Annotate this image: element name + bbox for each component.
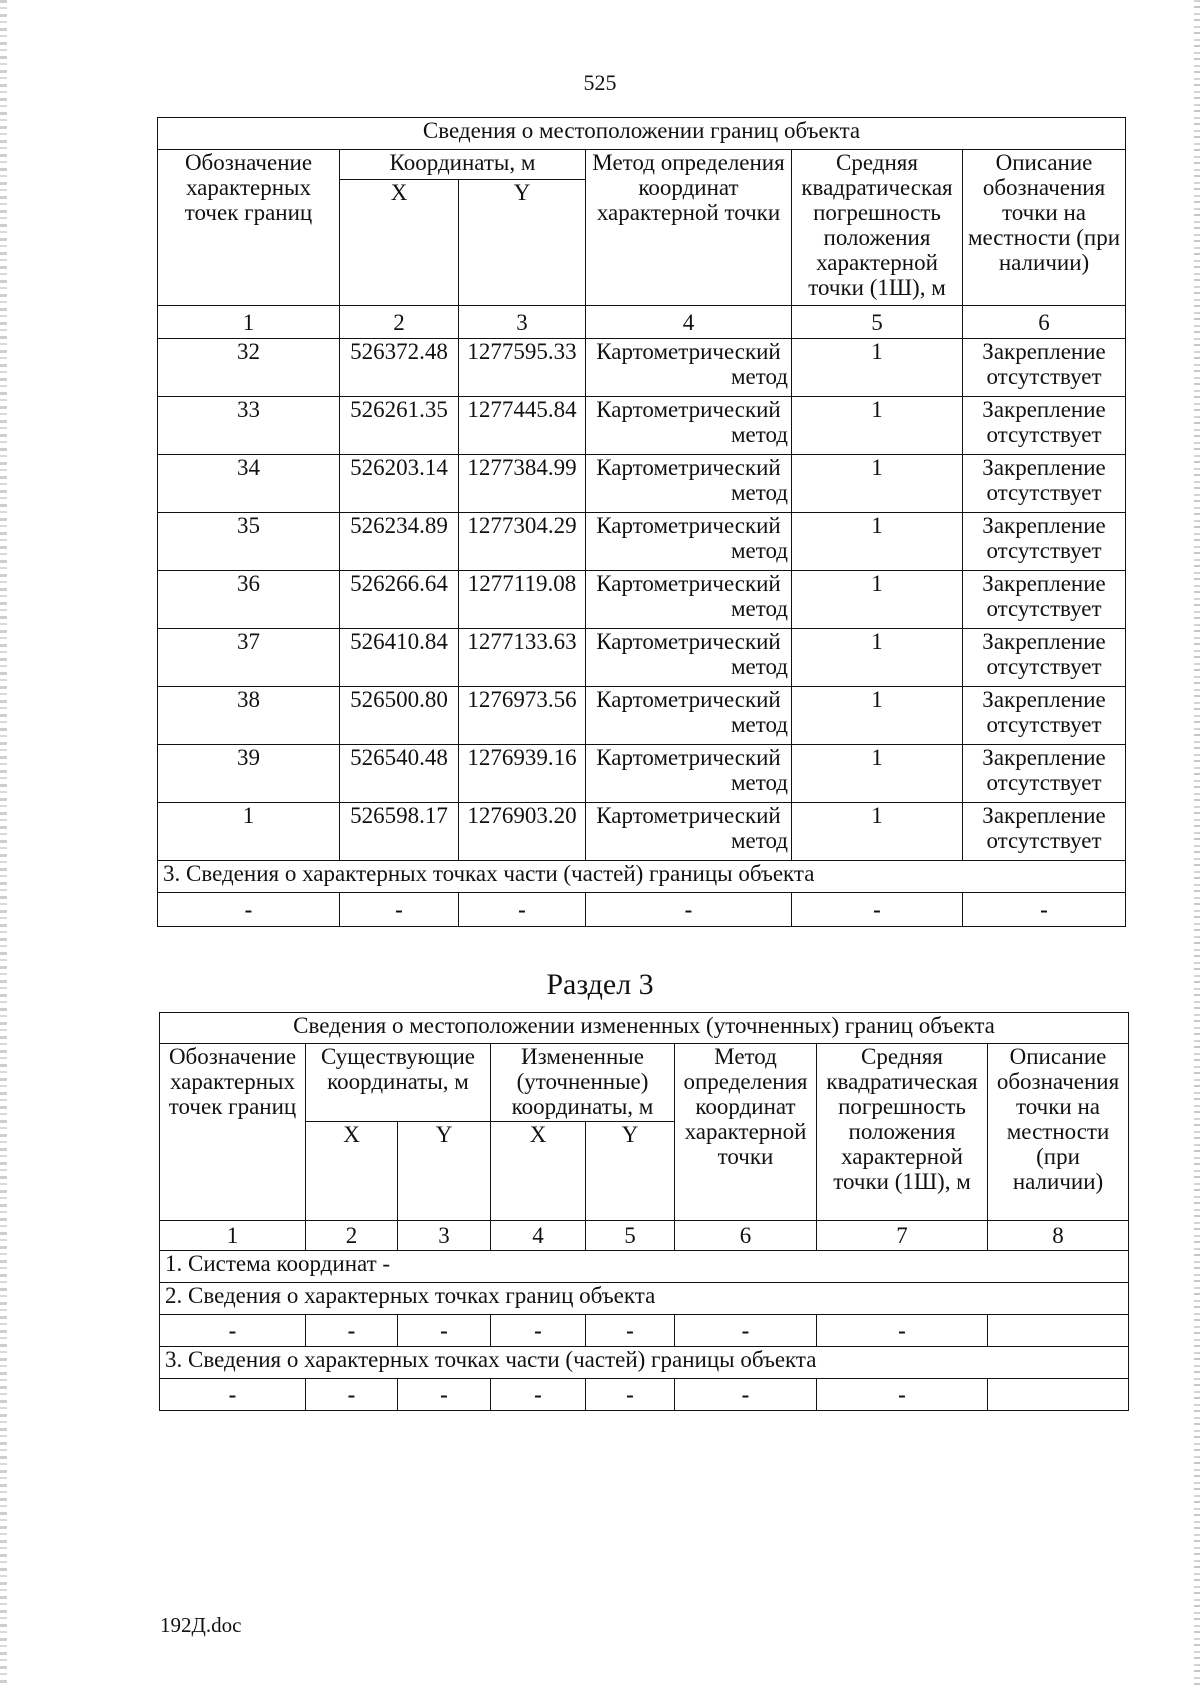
dash-cell: - <box>817 1379 988 1411</box>
scan-edge-right <box>1194 0 1200 1686</box>
mean-error: 1 <box>792 513 963 571</box>
coord-y: 1277119.08 <box>459 571 586 629</box>
coord-y: 1277133.63 <box>459 629 586 687</box>
header-mean-error: Средняя квадратическая погрешность положения характерной точки (1Ш), м <box>817 1044 988 1221</box>
method-line2: метод <box>730 770 788 795</box>
dash-cell: - <box>817 1315 988 1347</box>
column-number: 3 <box>398 1221 491 1251</box>
coord-x: 526203.14 <box>340 455 459 513</box>
column-number: 4 <box>586 306 792 339</box>
description-line1: Закрепление <box>982 803 1106 828</box>
mean-error: 1 <box>792 745 963 803</box>
header-method: Метод определения координат характерной точки <box>675 1044 817 1221</box>
column-number: 7 <box>817 1221 988 1251</box>
dash-cell: - <box>586 1315 675 1347</box>
method-line1: Картометрический <box>596 687 781 712</box>
method-line2: метод <box>730 480 788 505</box>
description-line1: Закрепление <box>982 629 1106 654</box>
coord-x: 526266.64 <box>340 571 459 629</box>
column-number: 3 <box>459 306 586 339</box>
table-row <box>158 687 1126 745</box>
table1-title-row <box>158 118 1126 150</box>
method-line1: Картометрический <box>596 803 781 828</box>
scan-edge-left <box>0 0 7 1686</box>
method-line2: метод <box>730 654 788 679</box>
point-number: 36 <box>158 571 340 629</box>
dash-cell: - <box>158 893 340 927</box>
description-cell <box>963 455 1126 513</box>
section-title: Раздел 3 <box>546 968 654 1001</box>
table-row <box>158 455 1126 513</box>
description-line1: Закрепление <box>982 513 1106 538</box>
dash-cell: - <box>160 1315 306 1347</box>
description-cell <box>963 513 1126 571</box>
method-cell <box>586 687 792 745</box>
table1-title: Сведения о местоположении границ объекта <box>158 118 1126 150</box>
method-line1: Картометрический <box>596 629 781 654</box>
coord-x: 526500.80 <box>340 687 459 745</box>
method-cell <box>586 513 792 571</box>
dash-cell: - <box>160 1379 306 1411</box>
method-line1: Картометрический <box>596 571 781 596</box>
description-cell <box>963 571 1126 629</box>
method-line2: метод <box>730 596 788 621</box>
table1-section3-values <box>158 893 1126 927</box>
coord-y: 1276973.56 <box>459 687 586 745</box>
header-mean-error: Средняя квадратическая погрешность положения характерной точки (1Ш), м <box>792 150 963 306</box>
coord-x: 526410.84 <box>340 629 459 687</box>
point-number: 32 <box>158 339 340 397</box>
method-line2: метод <box>730 422 788 447</box>
section3-label: 3. Сведения о характерных точках части (частей) границы объекта <box>158 861 1126 893</box>
dash-cell: - <box>963 893 1126 927</box>
description-line2: отсутствует <box>986 422 1102 447</box>
coord-x: 526234.89 <box>340 513 459 571</box>
mean-error: 1 <box>792 339 963 397</box>
method-cell <box>586 571 792 629</box>
description-line1: Закрепление <box>982 571 1106 596</box>
description-cell <box>963 339 1126 397</box>
mean-error: 1 <box>792 803 963 861</box>
table2-section3-values <box>160 1379 1129 1411</box>
table2-section2-values <box>160 1315 1129 1347</box>
point-number: 34 <box>158 455 340 513</box>
method-line2: метод <box>730 364 788 389</box>
column-number: 6 <box>675 1221 817 1251</box>
description-line1: Закрепление <box>982 687 1106 712</box>
method-cell <box>586 803 792 861</box>
method-cell <box>586 397 792 455</box>
description-line2: отсутствует <box>986 364 1102 389</box>
header-existing-coordinates: Существующие координаты, м <box>306 1044 491 1122</box>
point-number: 37 <box>158 629 340 687</box>
table-row <box>158 513 1126 571</box>
header-y: Y <box>398 1122 491 1221</box>
description-line1: Закрепление <box>982 455 1106 480</box>
boundary-location-table <box>157 117 1126 927</box>
header-changed-coordinates: Измененные (уточненные) координаты, м <box>491 1044 675 1122</box>
header-x: X <box>491 1122 586 1221</box>
header-point-designation: Обозначение характерных точек границ <box>158 150 340 306</box>
table1-section3-row <box>158 861 1126 893</box>
mean-error: 1 <box>792 397 963 455</box>
description-line2: отсутствует <box>986 770 1102 795</box>
coord-y: 1276903.20 <box>459 803 586 861</box>
dash-cell: - <box>491 1379 586 1411</box>
dash-cell: - <box>340 893 459 927</box>
coord-y: 1277595.33 <box>459 339 586 397</box>
description-line2: отсутствует <box>986 712 1102 737</box>
footer-filename: 192Д.doc <box>160 1613 242 1637</box>
header-point-designation: Обозначение характерных точек границ <box>160 1044 306 1221</box>
table2-coord-system-row <box>160 1251 1129 1283</box>
column-number: 1 <box>160 1221 306 1251</box>
table2-section2-row <box>160 1283 1129 1315</box>
point-number: 35 <box>158 513 340 571</box>
header-x: X <box>306 1122 398 1221</box>
table1-header-row <box>158 150 1126 180</box>
dash-cell: - <box>675 1315 817 1347</box>
table-row <box>158 571 1126 629</box>
coord-x: 526598.17 <box>340 803 459 861</box>
coordinate-system-label: 1. Система координат - <box>160 1251 1129 1283</box>
column-number: 1 <box>158 306 340 339</box>
method-line2: метод <box>730 712 788 737</box>
mean-error: 1 <box>792 629 963 687</box>
description-line2: отсутствует <box>986 538 1102 563</box>
empty-cell <box>988 1379 1129 1411</box>
header-y: Y <box>586 1122 675 1221</box>
method-line1: Картометрический <box>596 513 781 538</box>
coord-x: 526540.48 <box>340 745 459 803</box>
dash-cell: - <box>586 893 792 927</box>
dash-cell: - <box>398 1379 491 1411</box>
header-description: Описание обозначения точки на местности (при наличии) <box>963 150 1126 306</box>
description-line2: отсутствует <box>986 480 1102 505</box>
table-row <box>158 339 1126 397</box>
description-line2: отсутствует <box>986 596 1102 621</box>
method-line1: Картометрический <box>596 397 781 422</box>
description-cell <box>963 803 1126 861</box>
mean-error: 1 <box>792 687 963 745</box>
description-cell <box>963 629 1126 687</box>
coord-x: 526372.48 <box>340 339 459 397</box>
dash-cell: - <box>306 1315 398 1347</box>
description-line1: Закрепление <box>982 745 1106 770</box>
column-number: 2 <box>306 1221 398 1251</box>
table2-column-numbers <box>160 1221 1129 1251</box>
mean-error: 1 <box>792 571 963 629</box>
point-number: 1 <box>158 803 340 861</box>
coord-x: 526261.35 <box>340 397 459 455</box>
dash-cell: - <box>491 1315 586 1347</box>
method-cell <box>586 745 792 803</box>
header-description: Описание обозначения точки на местности (при наличии) <box>988 1044 1129 1221</box>
table2-title: Сведения о местоположении измененных (уточненных) границ объекта <box>160 1013 1129 1044</box>
table1-column-numbers <box>158 306 1126 339</box>
section3-label: 3. Сведения о характерных точках части (частей) границы объекта <box>160 1347 1129 1379</box>
point-number: 33 <box>158 397 340 455</box>
empty-cell <box>988 1315 1129 1347</box>
description-cell <box>963 745 1126 803</box>
point-number: 39 <box>158 745 340 803</box>
point-number: 38 <box>158 687 340 745</box>
column-number: 5 <box>586 1221 675 1251</box>
description-cell <box>963 687 1126 745</box>
table-row <box>158 629 1126 687</box>
method-line2: метод <box>730 828 788 853</box>
method-cell <box>586 629 792 687</box>
header-coordinates: Координаты, м <box>340 150 586 180</box>
coord-y: 1277445.84 <box>459 397 586 455</box>
column-number: 5 <box>792 306 963 339</box>
description-cell <box>963 397 1126 455</box>
header-y: Y <box>459 180 586 306</box>
column-number: 2 <box>340 306 459 339</box>
method-cell <box>586 455 792 513</box>
section2-label: 2. Сведения о характерных точках границ объекта <box>160 1283 1129 1315</box>
table-row <box>158 745 1126 803</box>
method-line1: Картометрический <box>596 339 781 364</box>
method-line2: метод <box>730 538 788 563</box>
method-line1: Картометрический <box>596 455 781 480</box>
method-cell <box>586 339 792 397</box>
dash-cell: - <box>459 893 586 927</box>
dash-cell: - <box>675 1379 817 1411</box>
column-number: 8 <box>988 1221 1129 1251</box>
table2-title-row <box>160 1013 1129 1044</box>
table2-section3-row <box>160 1347 1129 1379</box>
table2-header-row <box>160 1044 1129 1122</box>
table1-rows <box>158 339 1126 861</box>
header-method: Метод определения координат характерной точки <box>586 150 792 306</box>
coord-y: 1277384.99 <box>459 455 586 513</box>
mean-error: 1 <box>792 455 963 513</box>
column-number: 6 <box>963 306 1126 339</box>
header-x: X <box>340 180 459 306</box>
page-number: 525 <box>583 70 617 95</box>
table-row <box>158 397 1126 455</box>
changed-boundary-table <box>159 1012 1129 1411</box>
dash-cell: - <box>792 893 963 927</box>
coord-y: 1276939.16 <box>459 745 586 803</box>
method-line1: Картометрический <box>596 745 781 770</box>
description-line2: отсутствует <box>986 828 1102 853</box>
description-line1: Закрепление <box>982 339 1106 364</box>
column-number: 4 <box>491 1221 586 1251</box>
coord-y: 1277304.29 <box>459 513 586 571</box>
description-line2: отсутствует <box>986 654 1102 679</box>
table-row <box>158 803 1126 861</box>
dash-cell: - <box>586 1379 675 1411</box>
dash-cell: - <box>398 1315 491 1347</box>
description-line1: Закрепление <box>982 397 1106 422</box>
dash-cell: - <box>306 1379 398 1411</box>
